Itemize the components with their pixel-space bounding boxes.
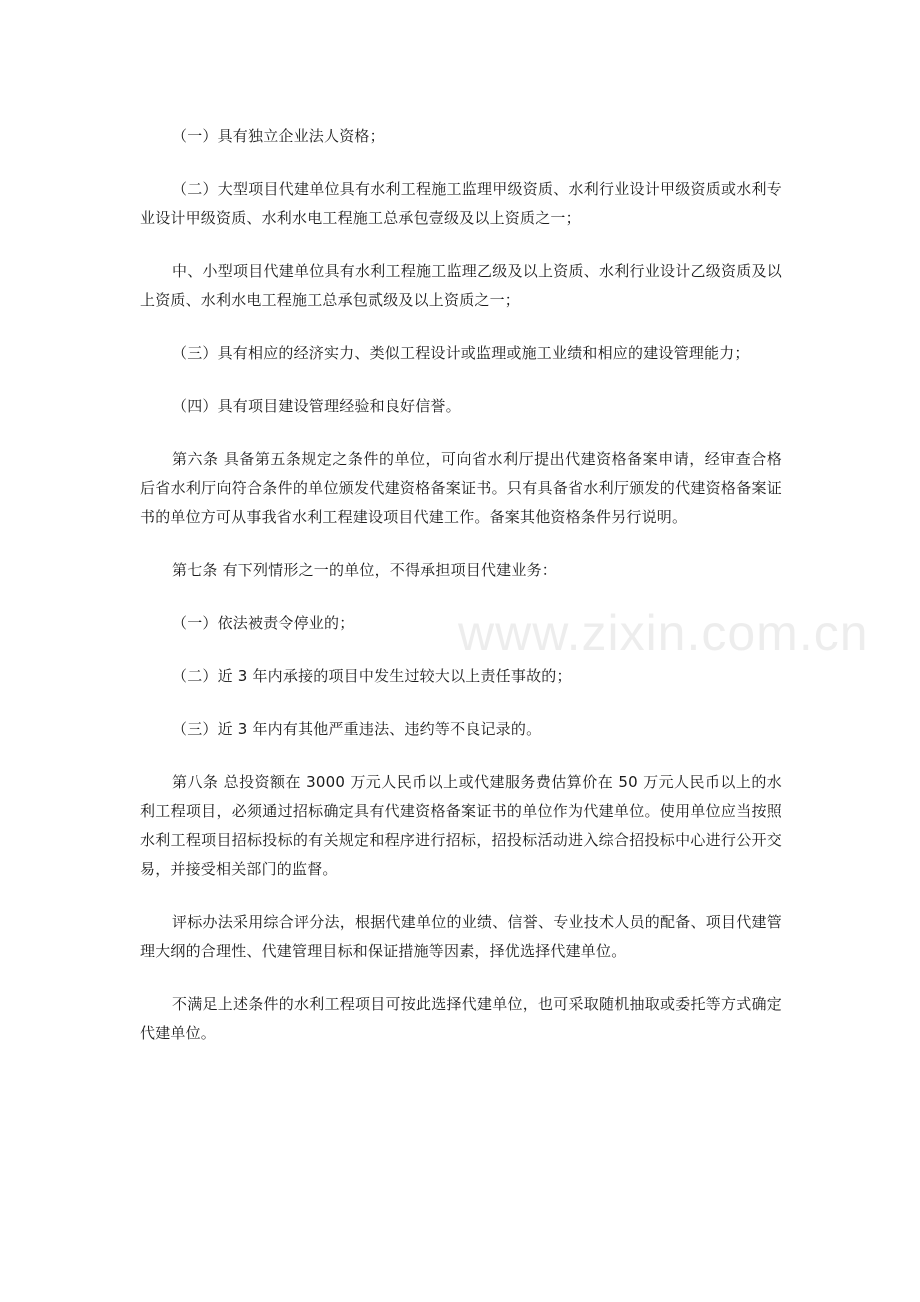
paragraph-item-2: （二）大型项目代建单位具有水利工程施工监理甲级资质、水利行业设计甲级资质或水利专业设计甲级资质、水利水电工程施工总承包壹级及以上资质之一； (140, 180, 782, 227)
paragraph-article-8: 第八条 总投资额在 3000 万元人民币以上或代建服务费估算价在 50 万元人民币以上的水利工程项目，必须通过招标确定具有代建资格备案证书的单位作为代建单位。使用单位应当按照水利工程项目招标投标的有关规定和程序进行招标，招投标活动进入综合招投标中心进行公开交易，并接受相关部门的监督。 (140, 773, 782, 878)
document-body (140, 122, 782, 1072)
paragraph-article-7: 第七条 有下列情形之一的单位，不得承担项目代建业务： (172, 561, 557, 579)
paragraph-item-4: （四）具有项目建设管理经验和良好信誉。 (172, 397, 461, 415)
watermark-text: www.zixin.com.cn (458, 605, 869, 661)
paragraph-item-1: （一）具有独立企业法人资格； (172, 127, 385, 145)
paragraph-article-7-item-2: （二）近 3 年内承接的项目中发生过较大以上责任事故的； (172, 667, 572, 685)
paragraph-article-7-item-1: （一）依法被责令停业的； (172, 614, 355, 632)
paragraph-medium-small-projects: 中、小型项目代建单位具有水利工程施工监理乙级及以上资质、水利行业设计乙级资质及以上资质、水利水电工程施工总承包贰级及以上资质之一； (140, 262, 782, 309)
paragraph-article-7-item-3: （三）近 3 年内有其他严重违法、违约等不良记录的。 (172, 720, 542, 738)
paragraph-article-6: 第六条 具备第五条规定之条件的单位，可向省水利厅提出代建资格备案申请，经审查合格后省水利厅向符合条件的单位颁发代建资格备案证书。只有具备省水利厅颁发的代建资格备案证书的单位方可从事我省水利工程建设项目代建工作。备案其他资格条件另行说明。 (140, 450, 782, 526)
paragraph-item-3: （三）具有相应的经济实力、类似工程设计或监理或施工业绩和相应的建设管理能力； (172, 344, 750, 362)
paragraph-other-projects: 不满足上述条件的水利工程项目可按此选择代建单位，也可采取随机抽取或委托等方式确定代建单位。 (140, 995, 782, 1042)
paragraph-evaluation-method: 评标办法采用综合评分法，根据代建单位的业绩、信誉、专业技术人员的配备、项目代建管理大纲的合理性、代建管理目标和保证措施等因素，择优选择代建单位。 (140, 913, 782, 960)
